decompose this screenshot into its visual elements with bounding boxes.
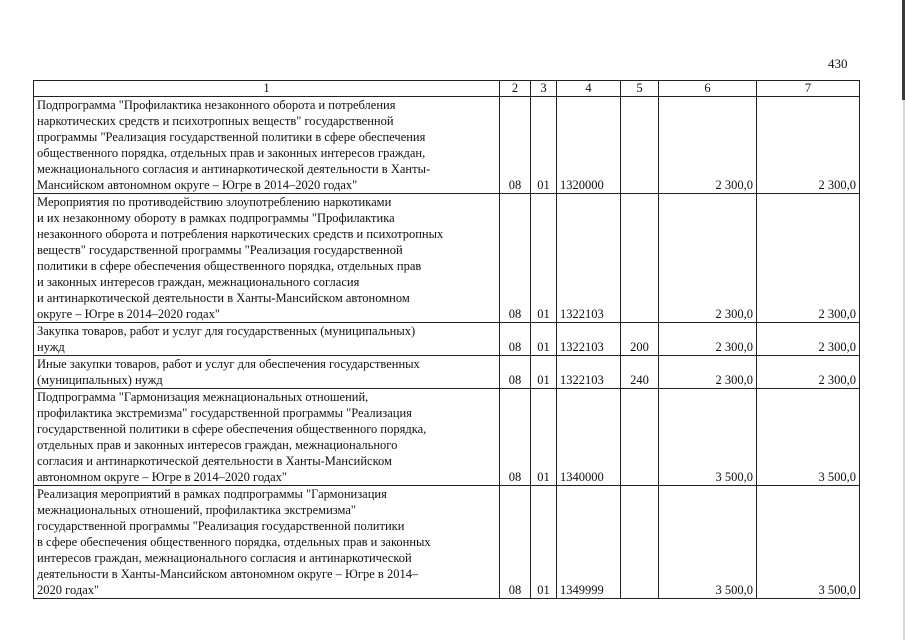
row-sum-2: 2 300,0 bbox=[757, 356, 860, 389]
row-vr bbox=[621, 486, 659, 599]
table-header-row bbox=[34, 81, 860, 97]
page-number: 430 bbox=[828, 56, 848, 71]
row-csr: 1340000 bbox=[557, 389, 621, 486]
column-header-1: 1 bbox=[34, 81, 500, 97]
row-sum-2: 3 500,0 bbox=[757, 389, 860, 486]
row-vr: 240 bbox=[621, 356, 659, 389]
row-description: Мероприятия по противодействию злоупотреблению наркотиками и их незаконному обороту в рамках подпрограммы "Профилактика незаконного оборота и потребления наркотических средств и психотропных веществ" государственной программы "Реализация государственной политики в сфере обеспечения общественного порядка, отдельных прав и законных интересов граждан, межнационального согласия и антинаркотической деятельности в Ханты-Мансийском автономном округе – Югре в 2014–2020 годах" bbox=[34, 194, 500, 323]
row-rz: 08 bbox=[500, 389, 531, 486]
row-pr: 01 bbox=[531, 486, 557, 599]
row-csr: 1322103 bbox=[557, 194, 621, 323]
row-sum-2: 3 500,0 bbox=[757, 486, 860, 599]
column-header-5: 5 bbox=[621, 81, 659, 97]
row-csr: 1349999 bbox=[557, 486, 621, 599]
row-description: Подпрограмма "Гармонизация межнациональных отношений, профилактика экстремизма" государственной программы "Реализация государственной политики в сфере обеспечения общественного порядка, отдельных прав и законных интересов граждан, межнационального согласия и антинаркотической деятельности в Ханты-Мансийском автономном округе – Югре в 2014–2020 годах" bbox=[34, 389, 500, 486]
row-sum-1: 2 300,0 bbox=[659, 356, 757, 389]
row-vr bbox=[621, 194, 659, 323]
row-pr: 01 bbox=[531, 323, 557, 356]
column-header-3: 3 bbox=[531, 81, 557, 97]
row-sum-1: 2 300,0 bbox=[659, 194, 757, 323]
row-vr bbox=[621, 389, 659, 486]
row-sum-2: 2 300,0 bbox=[757, 97, 860, 194]
row-csr: 1322103 bbox=[557, 323, 621, 356]
table-row bbox=[34, 194, 860, 323]
row-sum-1: 3 500,0 bbox=[659, 389, 757, 486]
row-vr: 200 bbox=[621, 323, 659, 356]
table-row bbox=[34, 97, 860, 194]
row-pr: 01 bbox=[531, 194, 557, 323]
column-header-2: 2 bbox=[500, 81, 531, 97]
row-rz: 08 bbox=[500, 97, 531, 194]
column-header-7: 7 bbox=[757, 81, 860, 97]
row-rz: 08 bbox=[500, 486, 531, 599]
row-description: Реализация мероприятий в рамках подпрограммы "Гармонизация межнациональных отношений, профилактика экстремизма" государственной программы "Реализация государственной политики в сфере обеспечения общественного порядка, отдельных прав и законных интересов граждан, межнационального согласия и антинаркотической деятельности в Ханты-Мансийском автономном округе – Югре в 2014– 2020 годах" bbox=[34, 486, 500, 599]
row-pr: 01 bbox=[531, 356, 557, 389]
table-row bbox=[34, 356, 860, 389]
row-pr: 01 bbox=[531, 97, 557, 194]
row-sum-1: 3 500,0 bbox=[659, 486, 757, 599]
table-row bbox=[34, 486, 860, 599]
row-sum-2: 2 300,0 bbox=[757, 323, 860, 356]
row-csr: 1322103 bbox=[557, 356, 621, 389]
row-sum-1: 2 300,0 bbox=[659, 323, 757, 356]
row-pr: 01 bbox=[531, 389, 557, 486]
column-header-4: 4 bbox=[557, 81, 621, 97]
row-sum-1: 2 300,0 bbox=[659, 97, 757, 194]
table-row bbox=[34, 323, 860, 356]
row-rz: 08 bbox=[500, 356, 531, 389]
column-header-6: 6 bbox=[659, 81, 757, 97]
row-description: Подпрограмма "Профилактика незаконного оборота и потребления наркотических средств и психотропных веществ" государственной программы "Реализация государственной политики в сфере обеспечения общественного порядка, отдельных прав и законных интересов граждан, межнационального согласия и антинаркотической деятельности в Ханты- Мансийском автономном округе – Югре в 2014–2020 годах" bbox=[34, 97, 500, 194]
row-description: Закупка товаров, работ и услуг для государственных (муниципальных) нужд bbox=[34, 323, 500, 356]
row-vr bbox=[621, 97, 659, 194]
row-sum-2: 2 300,0 bbox=[757, 194, 860, 323]
row-description: Иные закупки товаров, работ и услуг для обеспечения государственных (муниципальных) нужд bbox=[34, 356, 500, 389]
row-csr: 1320000 bbox=[557, 97, 621, 194]
table-row bbox=[34, 389, 860, 486]
row-rz: 08 bbox=[500, 194, 531, 323]
row-rz: 08 bbox=[500, 323, 531, 356]
budget-table bbox=[33, 80, 860, 599]
